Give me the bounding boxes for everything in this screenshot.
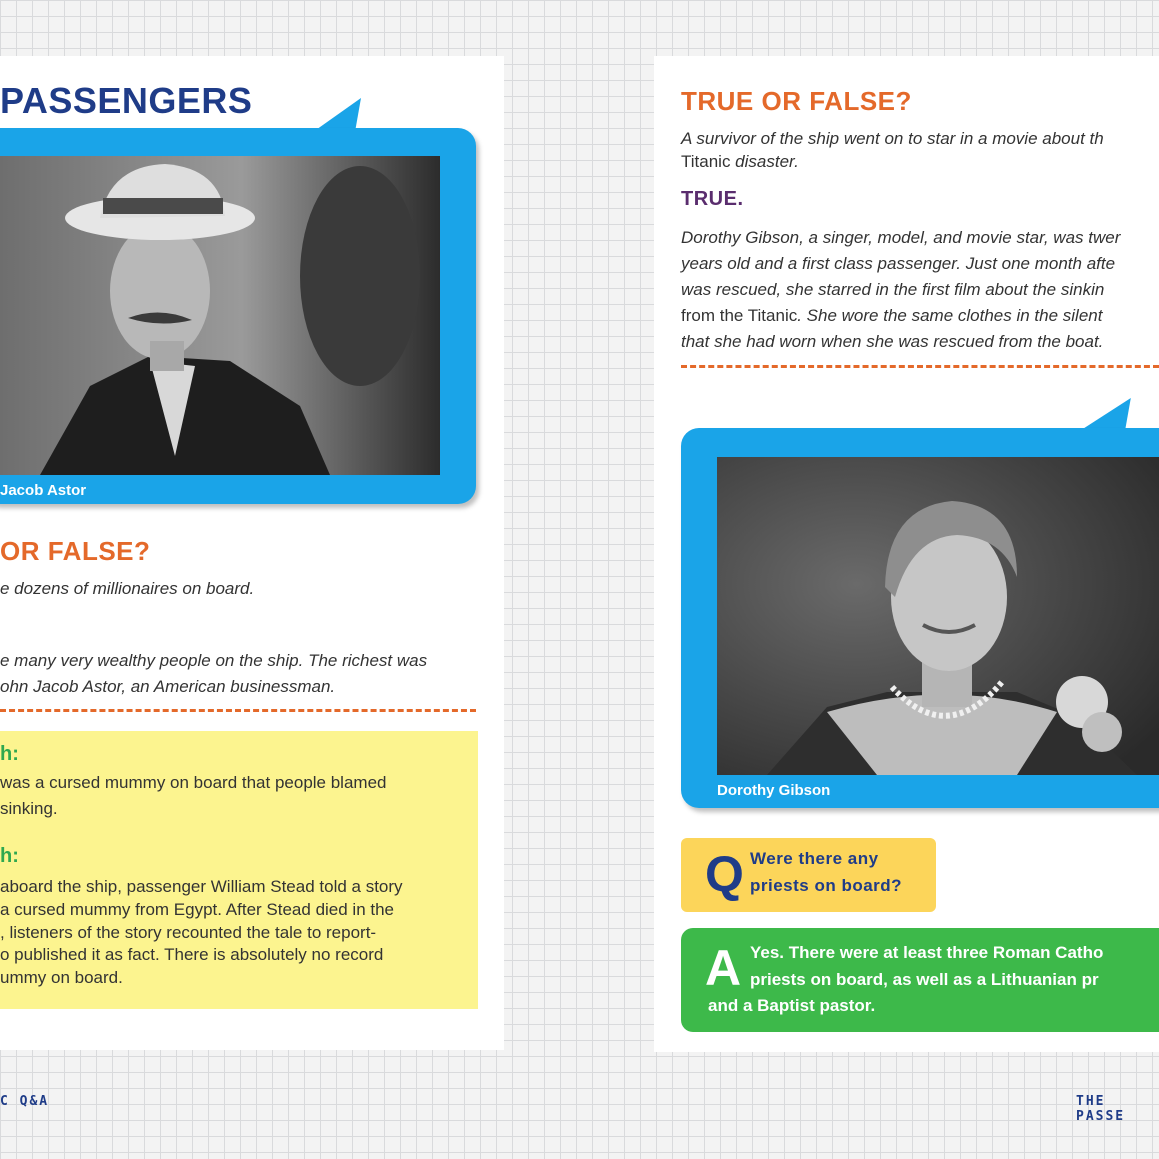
true-or-false-heading-right: TRUE OR FALSE? xyxy=(681,86,912,116)
q-letter: Q xyxy=(705,846,744,902)
answer-label: TRUE. xyxy=(681,188,744,210)
answer-line-4 xyxy=(681,303,1102,329)
ship-name-2: Titanic xyxy=(747,306,798,325)
right-page xyxy=(654,56,1159,1052)
myth-truth-box xyxy=(0,731,478,1009)
photo-dorothy-gibson xyxy=(717,457,1159,775)
truth-label: h: xyxy=(0,845,19,867)
answer-line-5: that she had worn when she was rescued from the boat. xyxy=(681,332,1104,351)
answer-text-line-2: ohn Jacob Astor, an American businessman. xyxy=(0,677,336,696)
truth-text-line-2: a cursed mummy from Egypt. After Stead died in the xyxy=(0,900,395,919)
answer-box-line-2: priests on board, as well as a Lithuanian pr xyxy=(750,970,1099,989)
dashed-divider xyxy=(0,709,476,712)
answer-line-3: was rescued, she starred in the first film about the sinkin xyxy=(681,280,1105,299)
true-or-false-statement: e dozens of millionaires on board. xyxy=(0,579,255,598)
ship-name: Titanic xyxy=(681,152,731,171)
footer-left: C Q&A xyxy=(0,1094,50,1109)
dashed-divider-right xyxy=(681,365,1159,368)
speech-bubble-tail-right xyxy=(1081,398,1131,430)
truth-text-line-4: o published it as fact. There is absolutely no record xyxy=(0,945,384,964)
answer-line-4-rest: . She wore the same clothes in the silent xyxy=(797,306,1103,325)
gibson-portrait-image xyxy=(717,457,1159,775)
photo-frame-astor xyxy=(0,128,476,504)
answer-line-4-start: from the xyxy=(681,306,748,325)
photo-caption-astor: Jacob Astor xyxy=(0,482,87,499)
photo-john-jacob-astor xyxy=(0,156,440,475)
answer-line-2: years old and a first class passenger. Just one month afte xyxy=(681,254,1116,273)
question-line-1: Were there any xyxy=(750,849,879,868)
left-page xyxy=(0,56,504,1050)
myth-text-line-1: was a cursed mummy on board that people blamed xyxy=(0,773,387,792)
page-title: PASSENGERS xyxy=(0,80,253,121)
question-line-2: priests on board? xyxy=(750,876,903,895)
true-or-false-heading: OR FALSE? xyxy=(0,536,151,566)
answer-box-line-3: and a Baptist pastor. xyxy=(708,996,876,1015)
photo-frame-gibson xyxy=(681,428,1159,808)
speech-bubble-tail xyxy=(313,98,361,132)
a-letter: A xyxy=(705,940,742,996)
footer-right: THE PASSE xyxy=(1076,1094,1126,1124)
tof-statement-line-2 xyxy=(681,149,799,175)
answer-box xyxy=(681,928,1159,1032)
answer-line-1: Dorothy Gibson, a singer, model, and movie star, was twer xyxy=(681,228,1121,247)
answer-text-line-1: e many very wealthy people on the ship. The richest was xyxy=(0,651,428,670)
answer-box-line-1: Yes. There were at least three Roman Catho xyxy=(750,943,1104,962)
tof-statement-line-1: A survivor of the ship went on to star in a movie about th xyxy=(681,129,1104,148)
truth-text-line-5: ummy on board. xyxy=(0,968,123,987)
tof-statement-line-2-rest: disaster. xyxy=(730,152,799,171)
myth-text-line-2: sinking. xyxy=(0,799,58,818)
photo-caption-gibson: Dorothy Gibson xyxy=(717,782,831,799)
truth-text-line-1: aboard the ship, passenger William Stead told a story xyxy=(0,877,403,896)
question-box xyxy=(681,838,936,912)
myth-label: h: xyxy=(0,743,19,765)
truth-text-line-3: , listeners of the story recounted the tale to report- xyxy=(0,923,377,942)
astor-portrait-image xyxy=(0,156,440,475)
